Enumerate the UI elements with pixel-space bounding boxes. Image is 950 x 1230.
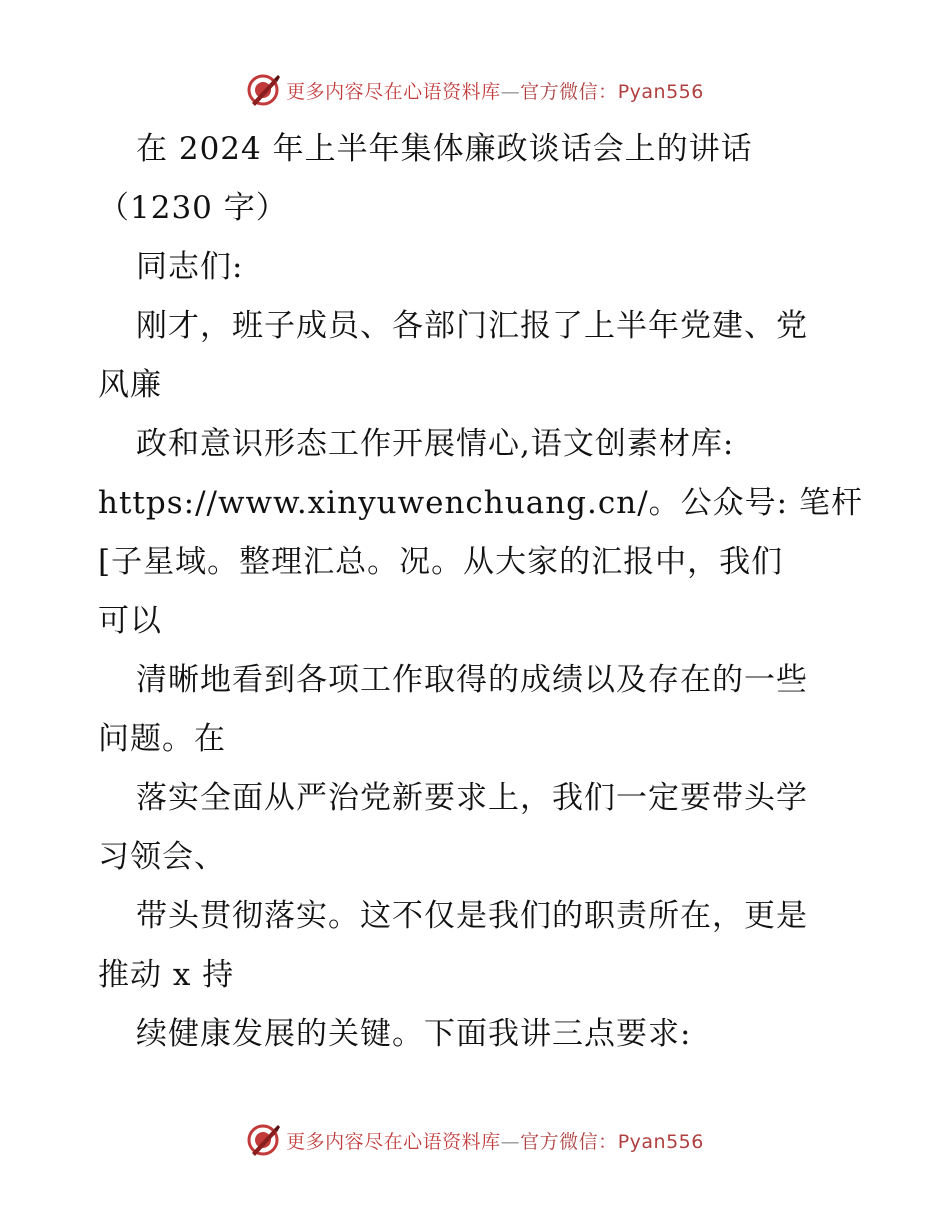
text-line: 刚才，班子成员、各部门汇报了上半年党建、党	[136, 308, 808, 344]
text-line: 推动 x 持	[98, 957, 235, 993]
text-line: 落实全面从严治党新要求上，我们一定要带头学	[136, 780, 808, 816]
text-line: 习领会、	[98, 839, 226, 875]
text-line: 问题。在	[98, 721, 226, 757]
text-line: 可以	[98, 603, 162, 639]
text-line: 政和意识形态工作开展情心,语文创素材库:	[136, 426, 735, 462]
text-line: 风廉	[98, 367, 162, 403]
pen-logo-icon	[246, 1123, 280, 1157]
header-banner-content	[246, 73, 704, 107]
text-line: 续健康发展的关键。下面我讲三点要求:	[136, 1016, 692, 1052]
document-title: 在 2024 年上半年集体廉政谈话会上的讲话	[136, 131, 753, 167]
text-line: [子星域。整理汇总。况。从大家的汇报中，我们	[98, 544, 784, 580]
header-banner-text: 更多内容尽在心语资料库—官方微信：Pyan556	[286, 80, 704, 103]
text-line: https://www.xinyuwenchuang.cn/。公众号: 笔杆	[98, 485, 863, 521]
header-banner	[0, 70, 950, 110]
footer-banner-text: 更多内容尽在心语资料库—官方微信：Pyan556	[286, 1130, 704, 1153]
footer-banner-content	[246, 1123, 704, 1157]
document-body	[98, 120, 863, 1064]
pen-logo-icon	[246, 73, 280, 107]
salutation: 同志们:	[136, 249, 244, 285]
document-word-count: （1230 字）	[98, 190, 288, 226]
text-line: 带头贯彻落实。这不仅是我们的职责所在，更是	[136, 898, 808, 934]
text-line: 清晰地看到各项工作取得的成绩以及存在的一些	[136, 662, 808, 698]
footer-banner	[0, 1120, 950, 1160]
